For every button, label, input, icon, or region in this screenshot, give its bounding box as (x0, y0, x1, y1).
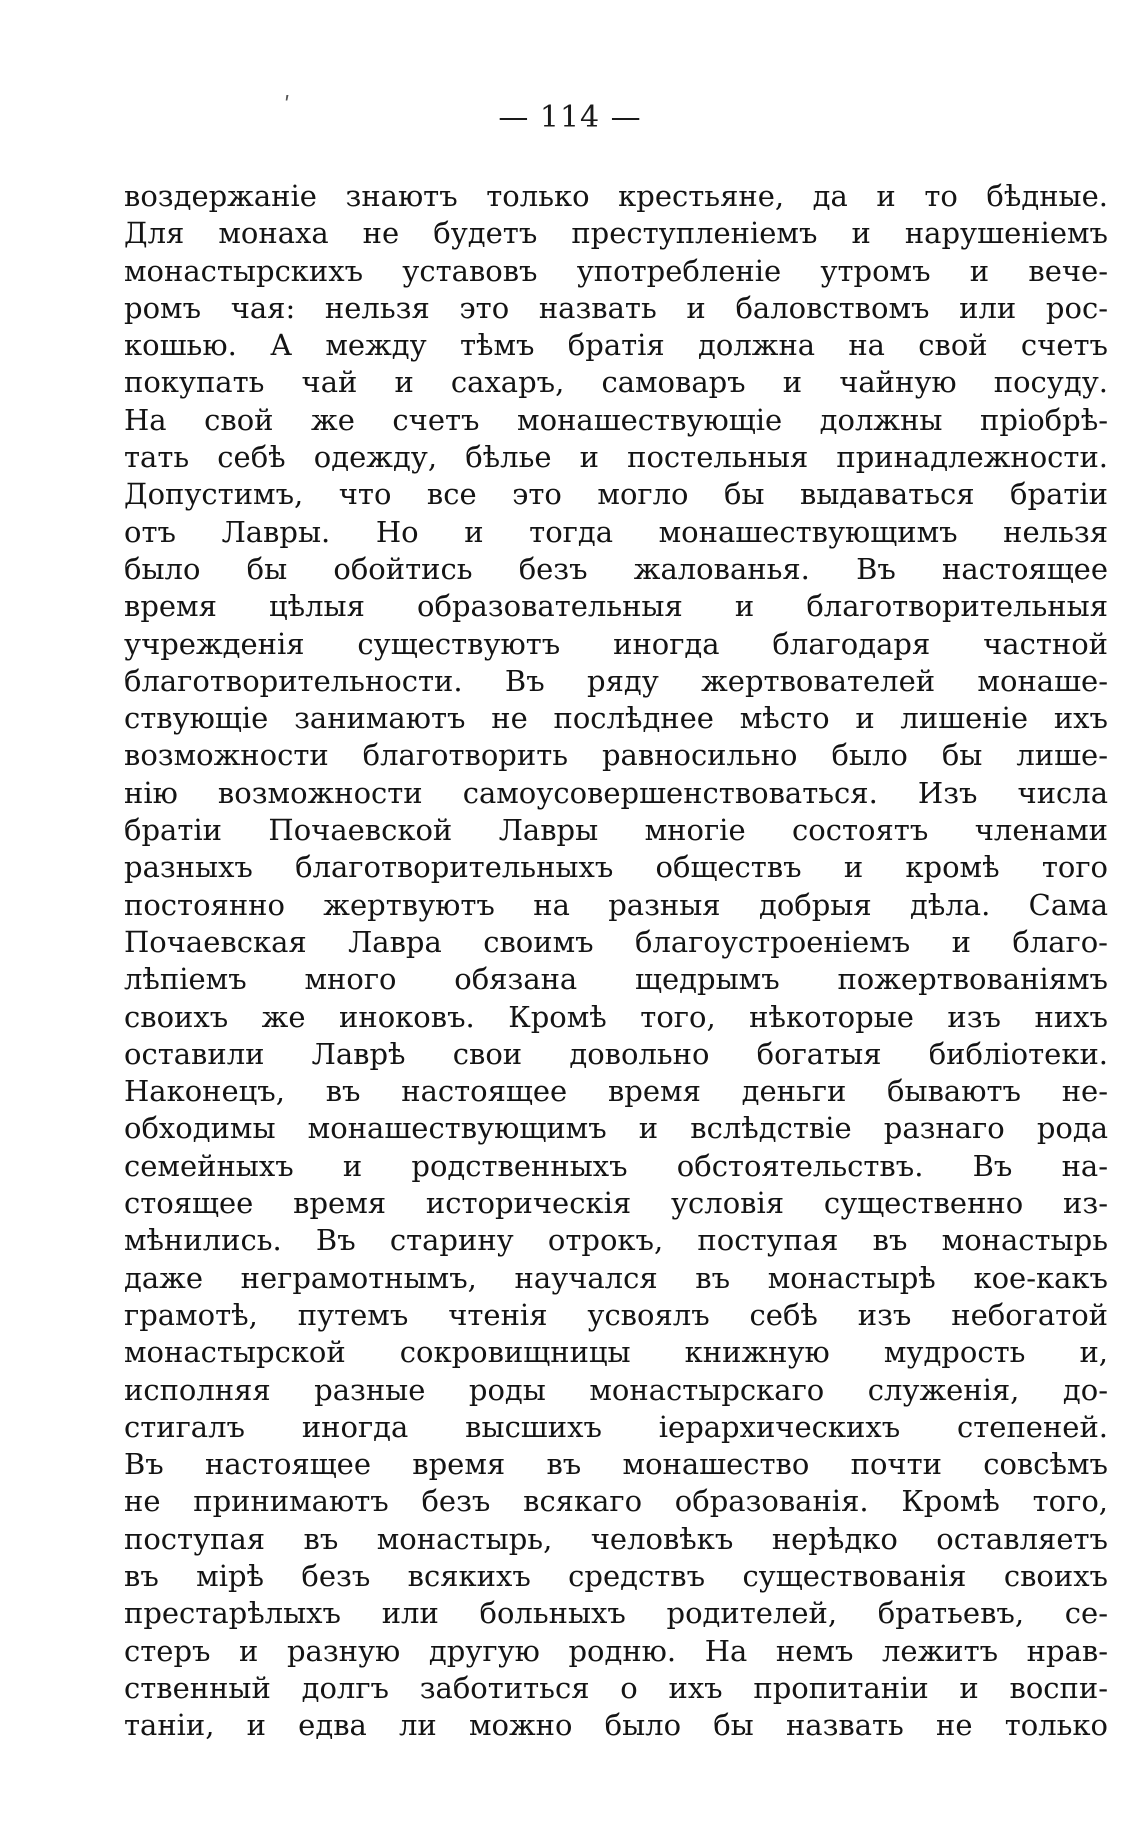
text-line: Почаевская Лавра своимъ благоустроеніемъ и благо- (124, 924, 1108, 959)
text-line: тать себѣ одежду, бѣлье и постельныя принадлежности. (124, 440, 1108, 475)
text-line: монастырской сокровищницы книжную мудрость и, (124, 1335, 1108, 1370)
text-line: монастырскихъ уставовъ употребленіе утромъ и вече- (124, 253, 1108, 288)
text-line: Допустимъ, что все это могло бы выдаваться братіи (124, 477, 1108, 512)
text-line: было бы обойтись безъ жалованья. Въ настоящее (124, 551, 1108, 586)
text-line: стоящее время историческія условія существенно из- (124, 1186, 1108, 1221)
text-line: поступая въ монастырь, человѣкъ нерѣдко оставляетъ (124, 1521, 1108, 1556)
text-line: не принимаютъ безъ всякаго образованія. Кромѣ того, (124, 1484, 1108, 1519)
text-line: обходимы монашествующимъ и вслѣдствіе разнаго рода (124, 1111, 1108, 1146)
page-number: — 114 — (498, 100, 642, 135)
text-line: покупать чай и сахаръ, самоваръ и чайную посуду. (124, 365, 1108, 400)
text-line: Наконецъ, въ настоящее время деньги бываютъ не- (124, 1074, 1108, 1109)
text-line: лѣпіемъ много обязана щедрымъ пожертвованіямъ (124, 962, 1108, 997)
text-line: оставили Лаврѣ свои довольно богатыя библіотеки. (124, 1036, 1108, 1071)
text-line: кошью. А между тѣмъ братія должна на свой счетъ (124, 328, 1108, 363)
text-line: даже неграмотнымъ, научался въ монастырѣ кое-какъ (124, 1260, 1108, 1295)
text-line: мѣнились. Въ старину отрокъ, поступая въ монастырь (124, 1223, 1108, 1258)
text-line: исполняя разные роды монастырскаго служенія, до- (124, 1372, 1108, 1407)
text-line: таніи, и едва ли можно было бы назвать не только (124, 1708, 1108, 1743)
text-line: воздержаніе знаютъ только крестьяне, да и то бѣдные. (124, 179, 1108, 213)
text-line: На свой же счетъ монашествующіе должны пріобрѣ- (124, 402, 1108, 437)
text-line: возможности благотворить равносильно было бы лише- (124, 738, 1108, 773)
text-line: учрежденія существуютъ иногда благодаря частной (124, 626, 1108, 661)
text-line: семейныхъ и родственныхъ обстоятельствъ. Въ на- (124, 1148, 1108, 1183)
text-line: ромъ чая: нельзя это назвать и баловствомъ или рос- (124, 290, 1108, 325)
text-line: стигалъ иногда высшихъ іерархическихъ степеней. (124, 1409, 1108, 1444)
text-line: ствующіе занимаютъ не послѣднее мѣсто и лишеніе ихъ (124, 701, 1108, 736)
text-line: постоянно жертвуютъ на разныя добрыя дѣла. Сама (124, 887, 1108, 922)
text-line: стеръ и разную другую родню. На немъ лежитъ нрав- (124, 1633, 1108, 1668)
text-line: Въ настоящее время въ монашество почти совсѣмъ (124, 1447, 1108, 1482)
text-line: братіи Почаевской Лавры многіе состоятъ членами (124, 813, 1108, 848)
text-line: престарѣлыхъ или больныхъ родителей, братьевъ, се- (124, 1596, 1108, 1631)
body-text (124, 178, 1108, 1744)
text-line: въ мірѣ безъ всякихъ средствъ существованія своихъ (124, 1558, 1108, 1593)
text-line: разныхъ благотворительныхъ обществъ и кромѣ того (124, 850, 1108, 885)
text-line: ственный долгъ заботиться о ихъ пропитаніи и воспи- (124, 1670, 1108, 1705)
text-line: своихъ же иноковъ. Кромѣ того, нѣкоторые изъ нихъ (124, 999, 1108, 1034)
text-line: Для монаха не будетъ преступленіемъ и нарушеніемъ (124, 216, 1108, 251)
text-line: грамотѣ, путемъ чтенія усвоялъ себѣ изъ небогатой (124, 1297, 1108, 1332)
stray-mark: ʹ (284, 94, 291, 119)
text-line: нію возможности самоусовершенствоваться. Изъ числа (124, 775, 1108, 810)
text-line: время цѣлыя образовательныя и благотворительныя (124, 589, 1108, 624)
text-line: отъ Лавры. Но и тогда монашествующимъ нельзя (124, 514, 1108, 549)
text-line: благотворительности. Въ ряду жертвователей монаше- (124, 663, 1108, 698)
